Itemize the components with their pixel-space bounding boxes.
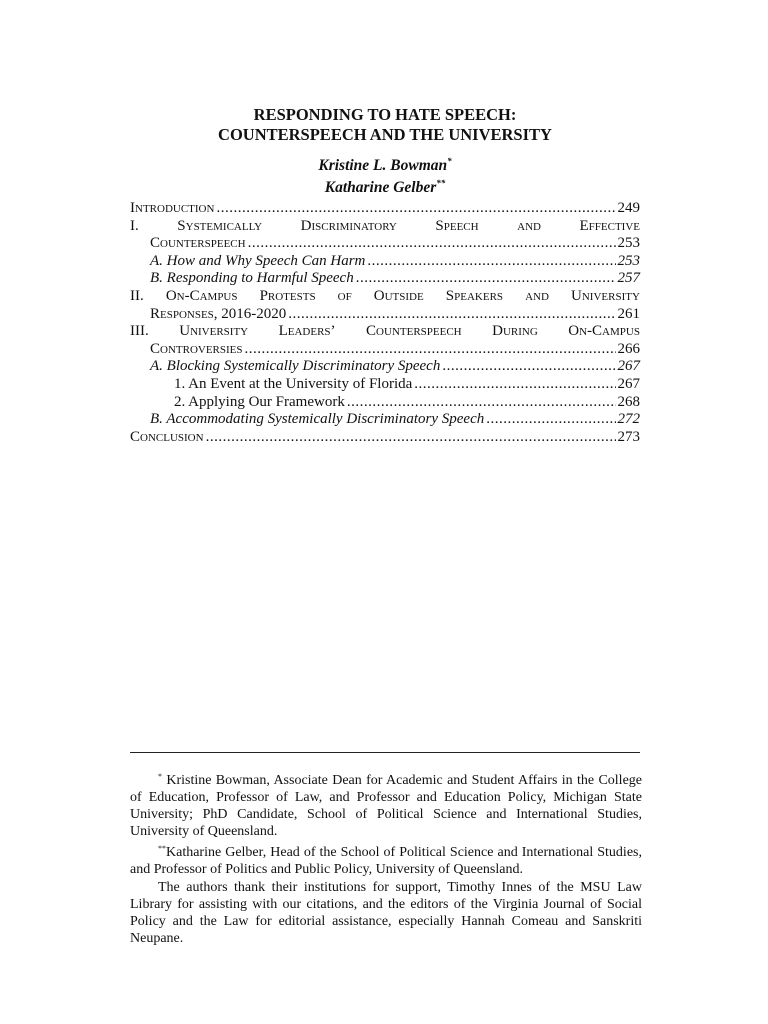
toc-word: During xyxy=(492,323,538,340)
toc-leader xyxy=(216,200,615,218)
toc-page-number: 273 xyxy=(617,428,640,445)
toc-word: Systemically xyxy=(177,217,263,234)
toc-leader xyxy=(414,376,615,394)
toc-page-number: 253 xyxy=(617,252,640,269)
toc-entry-section-3-heading[interactable] xyxy=(130,323,640,341)
toc-entry-section-1-a[interactable] xyxy=(130,253,640,271)
toc-label: Introduction xyxy=(130,200,215,216)
author-2 xyxy=(130,173,640,198)
toc-entry-section-2-continuation[interactable] xyxy=(130,306,640,324)
footnote-2 xyxy=(130,840,642,878)
author-1-name: Kristine L. Bowman xyxy=(318,157,448,174)
toc-entry-section-3-a-1[interactable] xyxy=(130,376,640,394)
table-of-contents xyxy=(130,200,640,446)
toc-page-number: 272 xyxy=(617,411,640,428)
toc-page-number: 257 xyxy=(617,270,640,287)
toc-section-number: I. xyxy=(130,217,139,234)
footnote-divider xyxy=(130,752,640,753)
toc-word: and xyxy=(525,287,549,304)
toc-label: Responses, 2016-2020 xyxy=(150,305,287,322)
toc-word: On-Campus xyxy=(568,323,640,340)
footnote-1-mark: * xyxy=(158,772,162,781)
toc-leader xyxy=(356,270,616,288)
toc-label: A. How and Why Speech Can Harm xyxy=(150,252,366,269)
toc-word: Speech xyxy=(435,217,479,234)
toc-entry-section-3-continuation[interactable] xyxy=(130,341,640,359)
toc-page-number: 267 xyxy=(617,375,640,392)
toc-entry-section-3-a[interactable] xyxy=(130,358,640,376)
toc-label: B. Accommodating Systemically Discriminatory Speech xyxy=(150,411,485,428)
toc-word: Speakers xyxy=(445,287,504,304)
toc-label: 1. An Event at the University of Florida xyxy=(174,375,413,392)
toc-page-number: 267 xyxy=(617,358,640,375)
toc-word: Counterspeech xyxy=(366,323,462,340)
toc-leader xyxy=(248,235,616,253)
footnotes xyxy=(130,768,642,947)
toc-label: 2. Applying Our Framework xyxy=(174,393,345,410)
author-1-mark: * xyxy=(447,156,452,166)
toc-page-number: 268 xyxy=(617,393,640,410)
toc-page-number: 261 xyxy=(617,305,640,322)
toc-entry-introduction[interactable] xyxy=(130,200,640,218)
footnote-1-text: Kristine Bowman, Associate Dean for Academic and Student Affairs in the College of Education, Professor of Law, and Professor and Education Policy, Michigan State University; PhD Candidate, School of Political Science and International Studies, University of Queensland. xyxy=(130,773,642,840)
toc-word: On-Campus xyxy=(165,287,238,304)
footnote-1 xyxy=(130,768,642,840)
toc-leader xyxy=(206,429,616,447)
toc-entry-section-1-b[interactable] xyxy=(130,270,640,288)
toc-label: A. Blocking Systemically Discriminatory Speech xyxy=(150,358,441,375)
author-2-mark: ** xyxy=(436,178,446,188)
toc-label: Controversies xyxy=(150,340,243,357)
toc-label: Conclusion xyxy=(130,428,204,445)
toc-page-number: 266 xyxy=(617,340,640,357)
toc-word: and xyxy=(517,217,541,234)
toc-leader xyxy=(245,341,616,359)
toc-label: Counterspeech xyxy=(150,235,246,252)
toc-page-number: 253 xyxy=(617,235,640,252)
toc-page-number: 249 xyxy=(617,200,640,216)
toc-entry-section-3-a-2[interactable] xyxy=(130,394,640,412)
toc-word: Outside xyxy=(373,287,424,304)
footnote-2-mark: ** xyxy=(158,844,166,854)
toc-entry-section-2-heading[interactable] xyxy=(130,288,640,306)
toc-entry-section-1-heading[interactable] xyxy=(130,218,640,236)
toc-word: University xyxy=(571,287,640,304)
toc-entry-section-1-continuation[interactable] xyxy=(130,235,640,253)
toc-word: of xyxy=(337,287,352,304)
toc-word: University xyxy=(179,323,249,340)
toc-word: Discriminatory xyxy=(300,217,397,234)
toc-section-number: II. xyxy=(130,287,144,304)
toc-leader xyxy=(288,306,615,324)
footnote-2-text: Katharine Gelber, Head of the School of Political Science and International Studies, and Professor of Politics and Public Policy, University of Queensland. xyxy=(130,845,642,878)
toc-word: Leaders’ xyxy=(278,323,336,340)
toc-leader xyxy=(367,253,615,271)
footnote-3: The authors thank their institutions for support, Timothy Innes of the MSU Law Library for assisting with our citations, and the editors of the Virginia Journal of Social Policy and the Law for editorial assistance, especially Hannah Comeau and Sanskriti Neupane. xyxy=(130,879,642,946)
toc-leader xyxy=(347,394,616,412)
toc-label: B. Responding to Harmful Speech xyxy=(150,270,354,287)
toc-word: Protests xyxy=(259,287,316,304)
toc-leader xyxy=(486,411,615,429)
toc-entry-conclusion[interactable] xyxy=(130,429,640,447)
article-title-line-1: RESPONDING TO HATE SPEECH: xyxy=(253,105,517,124)
toc-section-number: III. xyxy=(130,323,149,340)
toc-word: Effective xyxy=(579,217,640,234)
toc-leader xyxy=(442,358,615,376)
toc-entry-section-3-b[interactable] xyxy=(130,411,640,429)
article-title-line-2: COUNTERSPEECH AND THE UNIVERSITY xyxy=(218,125,552,144)
author-2-name: Katharine Gelber xyxy=(324,179,437,196)
